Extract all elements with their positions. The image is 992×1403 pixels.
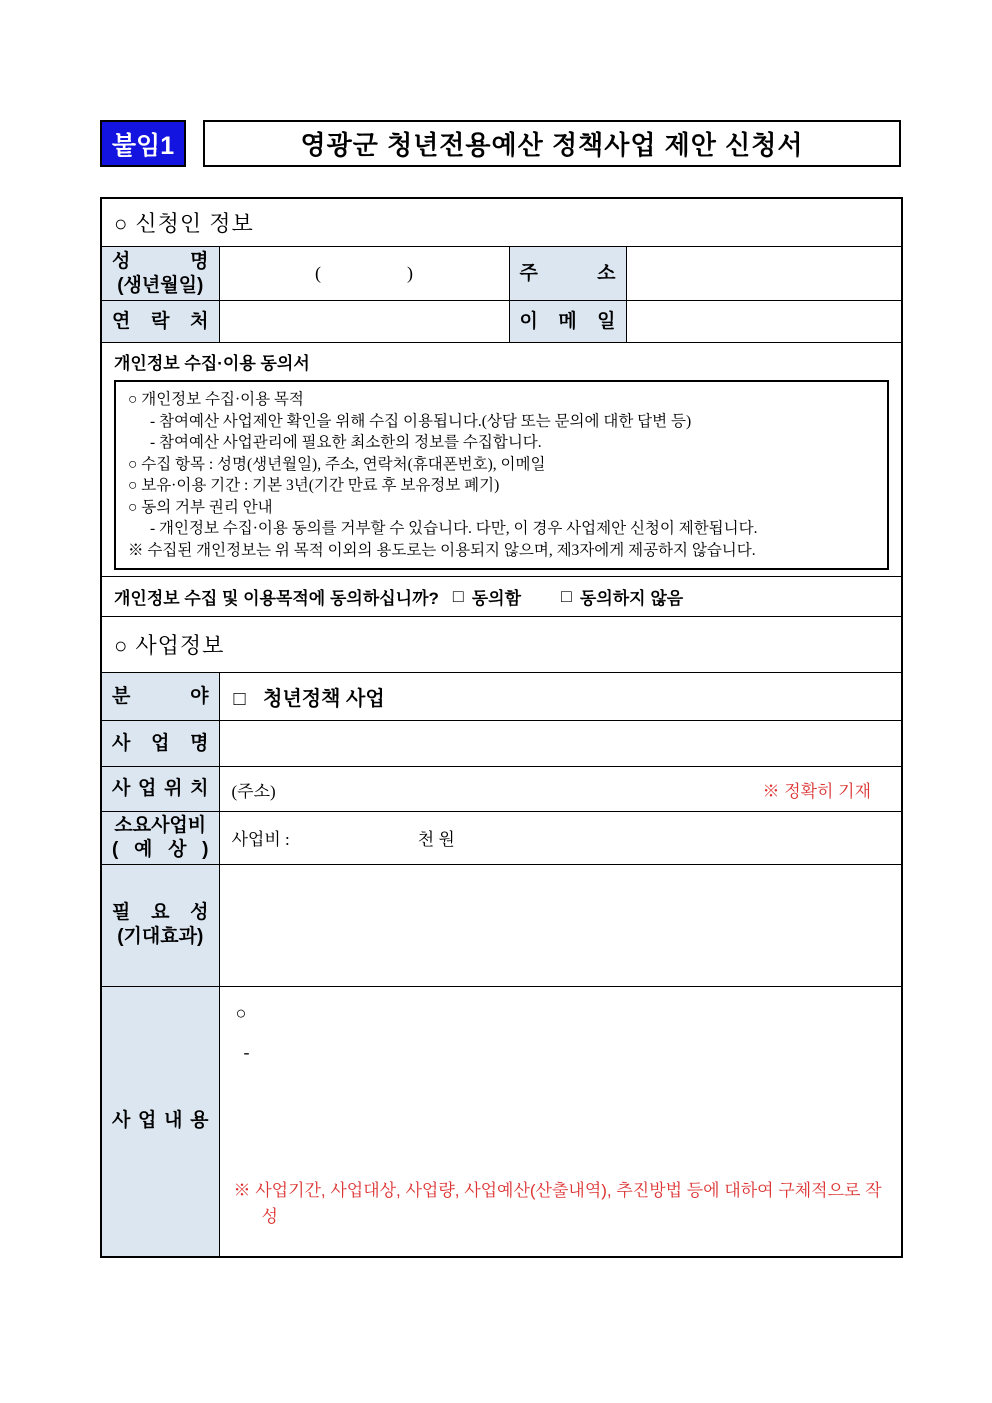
agree-label: 동의함 [471,589,522,608]
birthdate-paren-open: ( [315,263,321,283]
application-form-table [100,197,903,1258]
name-label-line1: 성 명 [112,250,209,272]
consent-line: - 개인정보 수집·이용 동의를 거부할 수 있습니다. 다만, 이 경우 사업제안 신청이 제한됩니다. [150,520,758,537]
contact-input-cell[interactable] [219,301,509,343]
content-note: ※ 사업기간, 사업대상, 사업량, 사업예산(산출내역), 추진방법 등에 대하여 구체적으로 작성 [233,1181,882,1226]
content-label: 사 업 내 용 [101,986,219,1257]
privacy-consent-title: 개인정보 수집·이용 동의서 [114,354,310,373]
necessity-input-cell[interactable] [219,864,902,986]
budget-label-line2: ( 예 상 ) [112,838,209,860]
consent-question-row [101,577,902,617]
content-dash: - [243,1041,250,1062]
location-placeholder: (주소) [231,781,276,801]
attachment-badge: 붙임1 [100,120,186,167]
location-label: 사 업 위 치 [101,767,219,812]
necessity-label-line2: (기대효과) [117,926,204,947]
necessity-label [101,864,219,986]
consent-question: 개인정보 수집 및 이용목적에 동의하십니까? [114,589,439,608]
location-note: ※ 정확히 기재 [762,781,872,801]
disagree-option[interactable] [561,584,683,609]
consent-line: ※ 수집된 개인정보는 위 목적 이외의 용도로는 이용되지 않으며, 제3자에게 제공하지 않습니다. [128,541,756,559]
category-value-label: 청년정책 사업 [263,688,385,710]
category-checkbox[interactable]: □ [233,688,246,710]
agree-checkbox[interactable]: □ [452,586,464,606]
disagree-checkbox[interactable]: □ [561,586,572,606]
consent-line: ○ 수집 항목 : 성명(생년월일), 주소, 연락처(휴대폰번호), 이메일 [128,455,546,473]
budget-prefix: 사업비 : [231,830,290,850]
budget-suffix: 천 원 [417,830,455,850]
page-title: 영광군 청년전용예산 정책사업 제안 신청서 [203,120,901,167]
name-label [101,247,219,301]
budget-label [101,812,219,865]
disagree-label: 동의하지 않음 [579,589,684,608]
consent-line: - 참여예산 사업관리에 필요한 최소한의 정보를 수집합니다. [150,434,542,451]
business-name-input-cell[interactable] [219,721,902,767]
email-label: 이 메 일 [509,301,626,343]
privacy-consent-section [101,343,902,577]
budget-input-cell[interactable] [219,812,902,865]
content-bullet: ○ [235,1002,247,1023]
consent-line: - 참여예산 사업제안 확인을 위해 수집 이용됩니다.(상담 또는 문의에 대한 답변 등) [150,412,692,430]
agree-option[interactable] [453,584,521,609]
category-value-cell [219,673,902,721]
category-label: 분 야 [101,673,219,721]
consent-line: ○ 개인정보 수집·이용 목적 [128,391,304,408]
name-label-line2: (생년월일) [117,274,204,296]
address-label: 주 소 [509,247,626,301]
location-input-cell[interactable] [219,767,902,812]
content-input-cell[interactable] [219,986,902,1257]
consent-line: ○ 동의 거부 권리 안내 [128,498,273,516]
privacy-consent-box [114,380,889,570]
address-input-cell[interactable] [626,247,902,301]
necessity-label-line1: 필 요 성 [112,902,209,924]
applicant-section-title: ○ 신청인 정보 [101,198,902,247]
name-input-cell[interactable] [219,247,509,301]
consent-line: ○ 보유·이용 기간 : 기본 3년(기간 만료 후 보유정보 폐기) [128,477,500,494]
project-section-title: ○ 사업정보 [101,617,902,673]
budget-label-line1: 소요사업비 [114,815,207,836]
business-name-label: 사 업 명 [101,721,219,767]
birthdate-paren-close: ) [407,263,413,283]
document-header [100,120,901,167]
contact-label: 연 락 처 [101,301,219,343]
email-input-cell[interactable] [626,301,902,343]
